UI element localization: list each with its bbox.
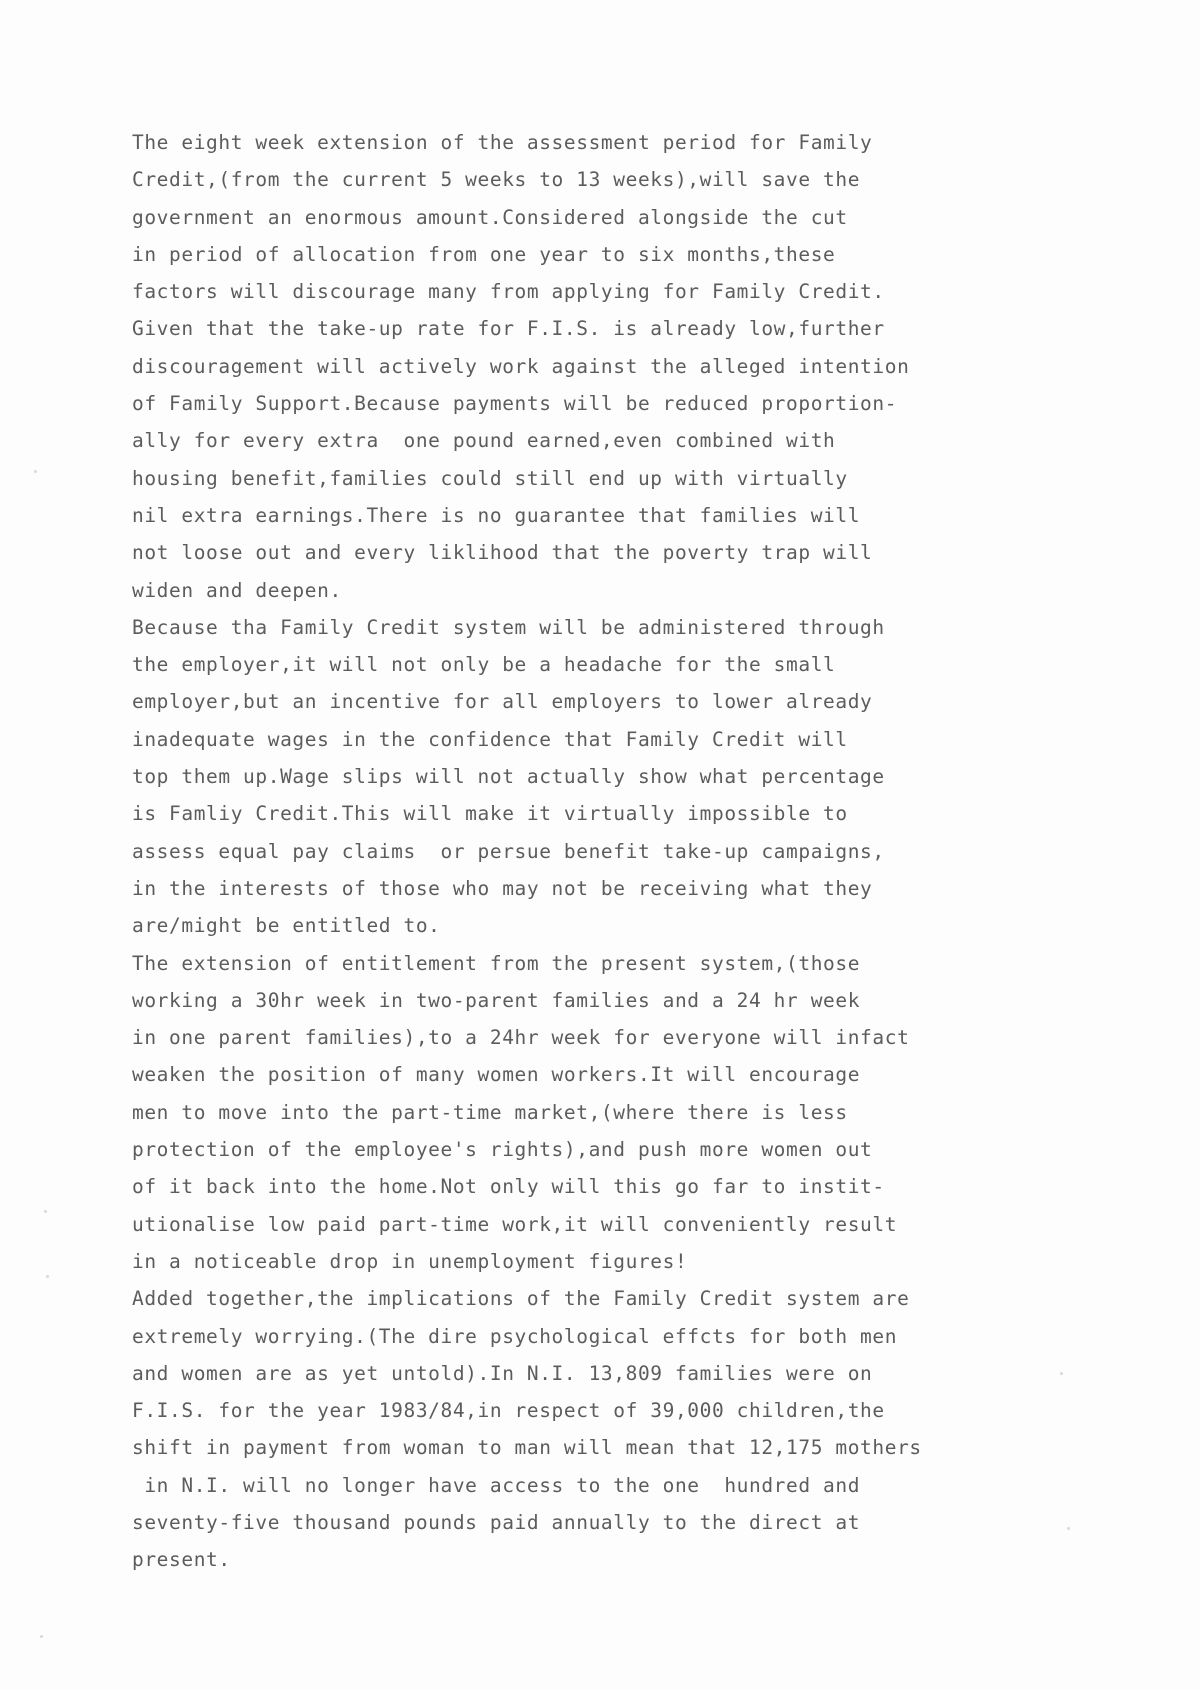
text-line: the employer,it will not only be a headache for the small bbox=[132, 653, 836, 677]
text-line: men to move into the part-time market,(where there is less bbox=[132, 1100, 848, 1124]
text-line: Because tha Family Credit system will be administered through bbox=[132, 615, 885, 639]
text-line: Given that the take-up rate for F.I.S. is already low,further bbox=[132, 317, 885, 341]
text-line: protection of the employee's rights),and push more women out bbox=[132, 1138, 873, 1162]
text-line: working a 30hr week in two-parent families and a 24 hr week bbox=[132, 988, 861, 1012]
text-line: nil extra earnings.There is no guarantee that families will bbox=[132, 503, 861, 527]
text-line: widen and deepen. bbox=[132, 578, 342, 602]
text-line: ally for every extra one pound earned,even combined with bbox=[132, 429, 836, 453]
text-line: seventy-five thousand pounds paid annually to the direct at bbox=[132, 1510, 861, 1534]
text-line: are/might be entitled to. bbox=[132, 914, 441, 938]
paper-speck bbox=[40, 1635, 43, 1638]
text-line: present. bbox=[132, 1548, 231, 1572]
text-line: in a noticeable drop in unemployment figures! bbox=[132, 1249, 688, 1273]
paper-speck bbox=[46, 1275, 49, 1278]
text-line: The extension of entitlement from the present system,(those bbox=[132, 951, 861, 975]
text-line: housing benefit,families could still end up with virtually bbox=[132, 466, 848, 490]
text-line: in one parent families),to a 24hr week for everyone will infact bbox=[132, 1026, 910, 1050]
text-line: factors will discourage many from applying for Family Credit. bbox=[132, 280, 885, 304]
text-line: in the interests of those who may not be receiving what they bbox=[132, 876, 873, 900]
text-line: utionalise low paid part-time work,it will conveniently result bbox=[132, 1212, 898, 1236]
paper-speck bbox=[34, 470, 37, 473]
text-line: inadequate wages in the confidence that Family Credit will bbox=[132, 727, 848, 751]
text-line: in N.I. will no longer have access to the one hundred and bbox=[132, 1473, 861, 1497]
text-line: is Famliy Credit.This will make it virtually impossible to bbox=[132, 802, 848, 826]
paper-speck bbox=[44, 1210, 47, 1213]
text-line: not loose out and every liklihood that the poverty trap will bbox=[132, 541, 873, 565]
text-line: top them up.Wage slips will not actually show what percentage bbox=[132, 765, 885, 789]
text-line: F.I.S. for the year 1983/84,in respect of 39,000 children,the bbox=[132, 1399, 885, 1423]
text-line: and women are as yet untold).In N.I. 13,809 families were on bbox=[132, 1361, 873, 1385]
text-line: of it back into the home.Not only will this go far to instit- bbox=[132, 1175, 885, 1199]
text-line: employer,but an incentive for all employers to lower already bbox=[132, 690, 873, 714]
text-line: government an enormous amount.Considered alongside the cut bbox=[132, 205, 848, 229]
typed-text-body bbox=[132, 124, 1132, 1579]
text-line: in period of allocation from one year to six months,these bbox=[132, 242, 836, 266]
text-line: discouragement will actively work against the alleged intention bbox=[132, 354, 910, 378]
text-line: weaken the position of many women workers.It will encourage bbox=[132, 1063, 861, 1087]
text-line: extremely worrying.(The dire psychological effcts for both men bbox=[132, 1324, 898, 1348]
text-line: shift in payment from woman to man will mean that 12,175 mothers bbox=[132, 1436, 922, 1460]
text-line: Added together,the implications of the Family Credit system are bbox=[132, 1287, 910, 1311]
paper-speck bbox=[1067, 1527, 1070, 1530]
paper-speck bbox=[1060, 1372, 1063, 1375]
text-line: assess equal pay claims or persue benefit take-up campaigns, bbox=[132, 839, 885, 863]
text-line: The eight week extension of the assessment period for Family bbox=[132, 131, 873, 154]
text-line: Credit,(from the current 5 weeks to 13 weeks),will save the bbox=[132, 168, 861, 192]
text-line: of Family Support.Because payments will be reduced proportion- bbox=[132, 392, 898, 416]
